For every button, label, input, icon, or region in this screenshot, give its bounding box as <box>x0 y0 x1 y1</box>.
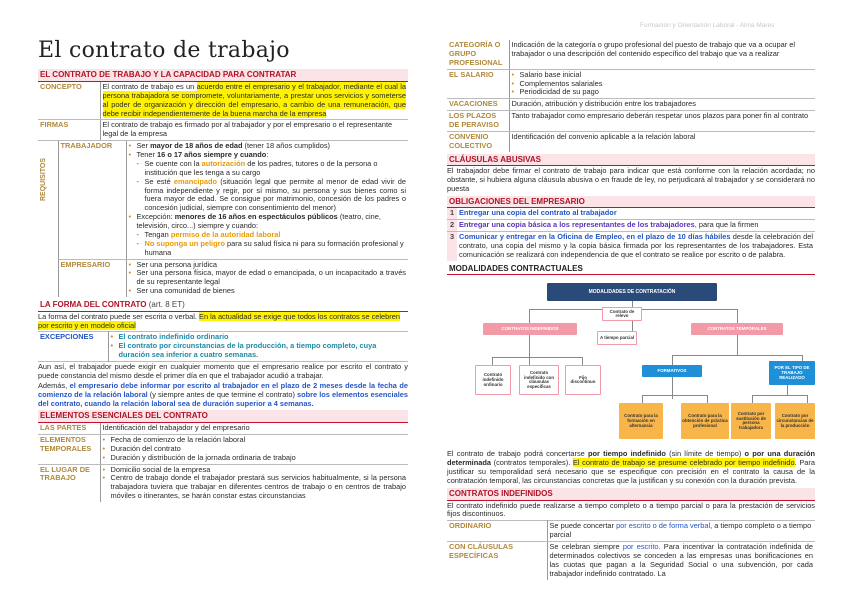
partes-text: Identificación del trabajador y del empresario <box>100 423 408 434</box>
lugar-list: • Domicilio social de la empresa • Centro de trabajo donde el trabajador prestará sus servicios habitualmente, si la persona trabajadora tuviera que trabajar en diferentes centros de trabajo o en centros de trabajo móviles o itinerantes, se harán constar estas circunstancias <box>100 464 408 502</box>
convenio-label: CONVENIO COLECTIVO <box>447 131 509 151</box>
diagram-formativos: FORMATIVOS <box>642 365 702 377</box>
excepciones-list: • El contrato indefinido ordinario • El contrato por circunstancias de la producción, a tiempo completo, cuya duración sea inferior a cuatro semanas. <box>108 332 408 362</box>
forma-text: La forma del contrato puede ser escrita o verbal. En la actualidad se exige que todos los contratos se celebren por escrito y en modelo oficial <box>38 311 400 330</box>
section-indefinidos: CONTRATOS INDEFINIDOS <box>447 488 815 501</box>
salario-list: • Salario base inicial • Complementos salariales • Periodicidad de su pago <box>509 69 815 99</box>
elementos-table <box>38 423 408 502</box>
excepciones-label: EXCEPCIONES <box>38 332 108 362</box>
right-column <box>447 40 815 580</box>
salario-label: EL SALARIO <box>447 69 509 99</box>
diagram-fijo: Fijo discontinuo <box>565 365 601 395</box>
section-forma: LA FORMA DEL CONTRATO (art. 8 ET) <box>38 299 408 312</box>
obligacion-number: 2 <box>447 220 457 232</box>
obligacion-3: Comunicar y entregar en la Oficina de Empleo, en el plazo de 10 días hábiles desde la celebración del contrato, una copia del mismo y la copia básica firmada por los representantes de los trabajadores. Esta comunicación se realizará con independencia de que el contrato se realice por escrito o de palabra. <box>459 232 813 259</box>
preaviso-label: LOS PLAZOS DE PERAVISO <box>447 111 509 132</box>
temporales-label: ELEMENTOS TEMPORALES <box>38 434 100 464</box>
concepto-text: El contrato de trabajo es un acuerdo entre el empresario y el trabajador, mediante el cual la persona trabajadora se compromete, voluntariamente, a prestar unos servicios y someterse al poder de organización y dirección del empresario, a cambio de una remuneración, que debe recibir independientemente de la buena marcha de la empresa <box>100 82 408 120</box>
abusivas-text: El trabajador debe firmar el contrato de trabajo para indicar que está conforme con la relación acordada; no obstante, si hubiera alguna cláusula abusiva o en fraude de ley, no perjudicará al trabajador y se considerará no puesta <box>447 166 815 193</box>
firmas-label: FIRMAS <box>38 120 100 141</box>
convenio-text: Identificación del convenio aplicable a la relación laboral <box>511 131 696 141</box>
temporales-list: • Fecha de comienzo de la relación laboral • Duración del contrato • Duración y distribución de la jornada ordinaria de trabajo <box>100 434 408 464</box>
lugar-label: EL LUGAR DE TRABAJO <box>38 464 100 502</box>
diagram-formacion: Contrato para la formación en alternancia <box>619 403 663 439</box>
indefinidos-table <box>447 520 815 579</box>
preaviso-text: Tanto trabajador como empresario deberán respetar unos plazos para poner fin al contrato <box>509 111 815 132</box>
diagram-practica: Contrato para la obtención de práctica profesional <box>681 403 729 439</box>
diagram-clausulas: Contrato indefinido con cláusulas específicas <box>519 365 559 395</box>
diagram-sustitucion: Contrato por sustitución de persona trabajadora <box>731 403 771 439</box>
requisitos-label: REQUISITOS <box>38 141 58 297</box>
clausulas-text: Se celebran siempre por escrito. Para incentivar la contratación indefinida de determinados colectivos se conceden a las empresas unas bonificaciones en las cuotas que pagan a la Seguridad Social o una subvención, por cada trabajador indefinido contratado. La <box>549 542 813 578</box>
diagram-indefinidos: CONTRATOS INDEFINIDOS <box>483 323 577 335</box>
section-elementos: ELEMENTOS ESENCIALES DEL CONTRATO <box>38 410 408 423</box>
obligacion-number: 3 <box>447 232 457 261</box>
section-abusivas: CLÁUSULAS ABUSIVAS <box>447 154 815 167</box>
modalidades-text: El contrato de trabajo podrá concertarse por tiempo indefinido (sin límite de tiempo) o por una duración determinada (contratos temporales). El contrato de trabajo se presume celebrado por tiempo indefinido. Para justificar su temporalidad será necesario que se especifique con precisión en el contrato la causa de la contratación temporal, las circunstancias concretas que la justifican y su conexión con la duración prevista. <box>447 449 815 486</box>
excepciones-table <box>38 331 408 362</box>
concepto-label: CONCEPTO <box>38 82 100 120</box>
ordinario-label: ORDINARIO <box>447 521 547 542</box>
section-obligaciones: OBLIGACIONES DEL EMPRESARIO <box>447 196 815 209</box>
aun-asi-text: Aun así, el trabajador puede exigir en cualquier momento que el empresario realice por escrito el contrato y puede constancia del mismo desde el primer día en que el trabajador acudió a trabajar. <box>38 362 408 380</box>
header-note: Formación y Orientación Laboral - Alma Mares <box>640 22 775 29</box>
obligacion-2: Entregar una copia básica a los representantes de los trabajadores, para que la firmen <box>457 220 815 232</box>
diagram-tiempo-parcial: A tiempo parcial <box>597 331 637 345</box>
vacaciones-label: VACACIONES <box>447 99 509 111</box>
obligaciones-table <box>447 208 815 260</box>
elementos-cont-table <box>447 40 815 152</box>
concepto-table <box>38 82 408 141</box>
empresario-label: EMPRESARIO <box>58 259 126 297</box>
indefinidos-text: El contrato indefinido puede realizarse a tiempo completo o a tiempo parcial o para la prestación de servicios fijos discontinuos. <box>447 500 815 519</box>
ademas-text: Además, el empresario debe informar por escrito al trabajador en el plazo de 2 meses desde la fecha de comienzo de la relación laboral (y siempre antes de que termine el contrato) sobre los elementos esenciales del contrato, cuando la relación laboral sea de duración superior a 4 semanas. <box>38 380 408 408</box>
trabajador-list: • Ser mayor de 18 años de edad (tener 18 años cumplidos) • Tener 16 o 17 años siempre y cuando: - Se cuente con la autorización de los padres, tutores o de la persona o institución que les tenga a su cargo - Se esté emancipado (situación legal que permite al menor de edad vivir de forma independiente y regir, por sí mismo, su persona y sus bienes como si fuera mayor de edad. Se consigue por matrimonio, concesión de los padres o concesión judicial, siempre con consentimiento del menor) • Excepción: menores de 16 años en espectáculos públicos (teatro, cine, televisión, circo...) siempre y cuando: - Tengan permiso de la autoridad laboral - No suponga un peligro para su salud física ni para su formación profesional y humana <box>126 141 408 259</box>
categoria-text: Indicación de la categoría o grupo profesional del puesto de trabajo que va a ocupar el trabajador o una descripción del contenido específico del trabajo que va a realizar <box>509 40 815 69</box>
modalidades-diagram <box>447 277 815 449</box>
diagram-temporales: CONTRATOS TEMPORALES <box>691 323 783 335</box>
page-title: El contrato de trabajo <box>38 38 290 63</box>
vacaciones-text: Duración, atribución y distribución entre los trabajadores <box>509 99 815 111</box>
left-column <box>38 38 408 502</box>
diagram-tipo-trabajo: POR EL TIPO DE TRABAJO REALIZADO <box>769 361 815 385</box>
partes-label: LAS PARTES <box>38 423 100 434</box>
section-modalidades: MODALIDADES CONTRACTUALES <box>447 263 815 276</box>
diagram-circunstancias: Contrato por circunstancias de la producción <box>775 403 815 439</box>
ordinario-text: Se puede concertar por escrito o de forma verbal, a tiempo completo o a tiempo parcial <box>547 521 815 542</box>
trabajador-label: TRABAJADOR <box>58 141 126 259</box>
requisitos-table <box>38 141 408 297</box>
obligacion-number: 1 <box>447 208 457 219</box>
section-capacidad: EL CONTRATO DE TRABAJO Y LA CAPACIDAD PARA CONTRATAR <box>38 69 408 82</box>
categoria-label: CATEGORÍA O GRUPO PROFESIONAL <box>447 40 509 69</box>
firmas-text: El contrato de trabajo es firmado por al trabajador y por el empresario o el representante legal de la empresa <box>100 120 408 141</box>
clausulas-label: CON CLÁUSULAS ESPECÍFICAS <box>447 542 547 580</box>
empresario-list: • Ser una persona jurídica • Ser una persona física, mayor de edad o emancipada, o un incapacitado a través de su representante legal • Ser una comunidad de bienes <box>126 259 408 297</box>
diagram-root: MODALIDADES DE CONTRATACIÓN <box>547 283 717 301</box>
diagram-ordinario: Contrato indefinido ordinario <box>475 365 511 395</box>
obligacion-1: Entregar una copia del contrato al trabajador <box>457 208 815 219</box>
diagram-relevo: Contrato de relevo <box>602 307 642 321</box>
